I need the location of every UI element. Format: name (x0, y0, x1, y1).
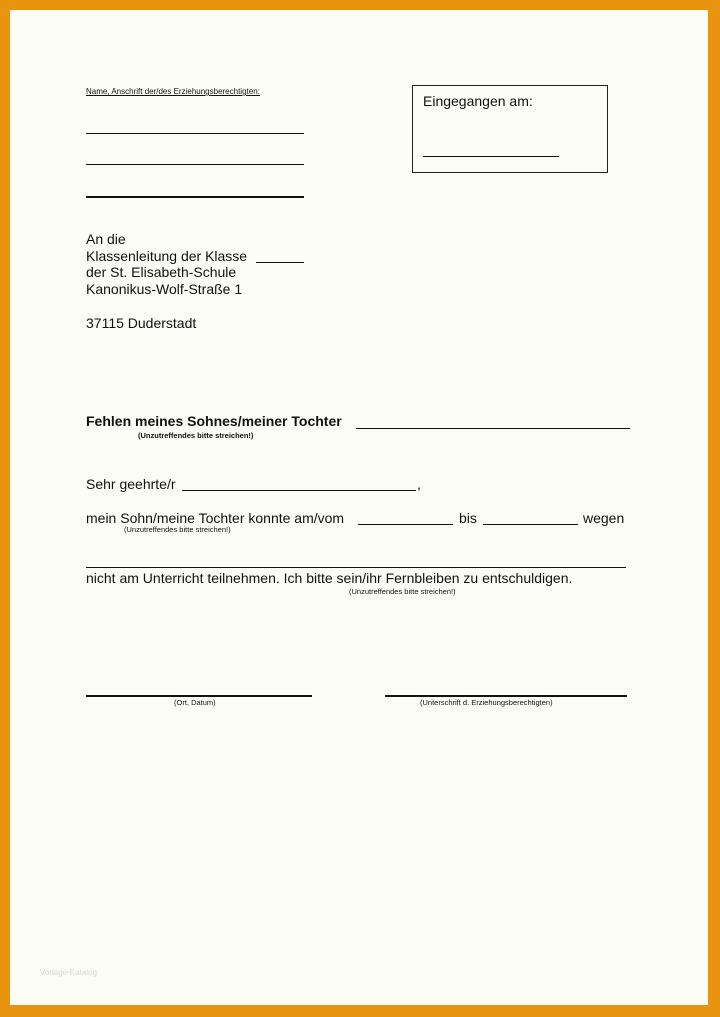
recipient-city: 37115 Duderstadt (86, 315, 197, 331)
recipient-line-1: An die (86, 231, 126, 247)
place-date-line[interactable] (86, 695, 312, 697)
salutation-name-line[interactable] (182, 490, 416, 491)
receipt-box (412, 85, 608, 173)
salutation-comma: , (417, 476, 421, 492)
subject-blank-line[interactable] (356, 428, 630, 429)
class-blank-line[interactable] (256, 262, 304, 263)
excuse-note: (Unzutreffendes bitte streichen!) (349, 587, 456, 596)
recipient-line-4: Kanonikus-Wolf-Straße 1 (86, 281, 243, 297)
wegen-label: wegen (583, 510, 625, 526)
date-from-line[interactable] (358, 524, 453, 525)
sender-line-1[interactable] (86, 133, 304, 134)
receipt-label: Eingegangen am: (423, 93, 533, 109)
excuse-sentence: nicht am Unterricht teilnehmen. Ich bitte sein/ihr Fernbleiben zu entschuldigen. (86, 570, 573, 586)
signature-line[interactable] (385, 695, 627, 697)
sender-line-2[interactable] (86, 164, 304, 165)
reason-line[interactable] (86, 567, 626, 568)
watermark: Vorlage-Katalog (40, 968, 97, 977)
salutation: Sehr geehrte/r (86, 476, 176, 492)
sender-line-3[interactable] (86, 196, 304, 198)
signature-caption: (Unterschrift d. Erziehungsberechtigten) (420, 698, 553, 707)
letter-page (10, 10, 708, 1005)
place-date-caption: (Ort, Datum) (174, 698, 216, 707)
receipt-date-line[interactable] (423, 156, 559, 157)
sender-label: Name, Anschrift der/des Erziehungsberechtigten: (86, 87, 260, 96)
subject-note: (Unzutreffendes bitte streichen!) (138, 431, 254, 440)
recipient-line-2: Klassenleitung der Klasse (86, 248, 248, 264)
recipient-line-3: der St. Elisabeth-Schule (86, 264, 237, 280)
absence-text-start: mein Sohn/meine Tochter konnte am/vom (86, 510, 345, 526)
subject-title: Fehlen meines Sohnes/meiner Tochter (86, 413, 342, 429)
date-to-line[interactable] (483, 524, 578, 525)
bis-label: bis (459, 510, 477, 526)
absence-note: (Unzutreffendes bitte streichen!) (124, 525, 231, 534)
